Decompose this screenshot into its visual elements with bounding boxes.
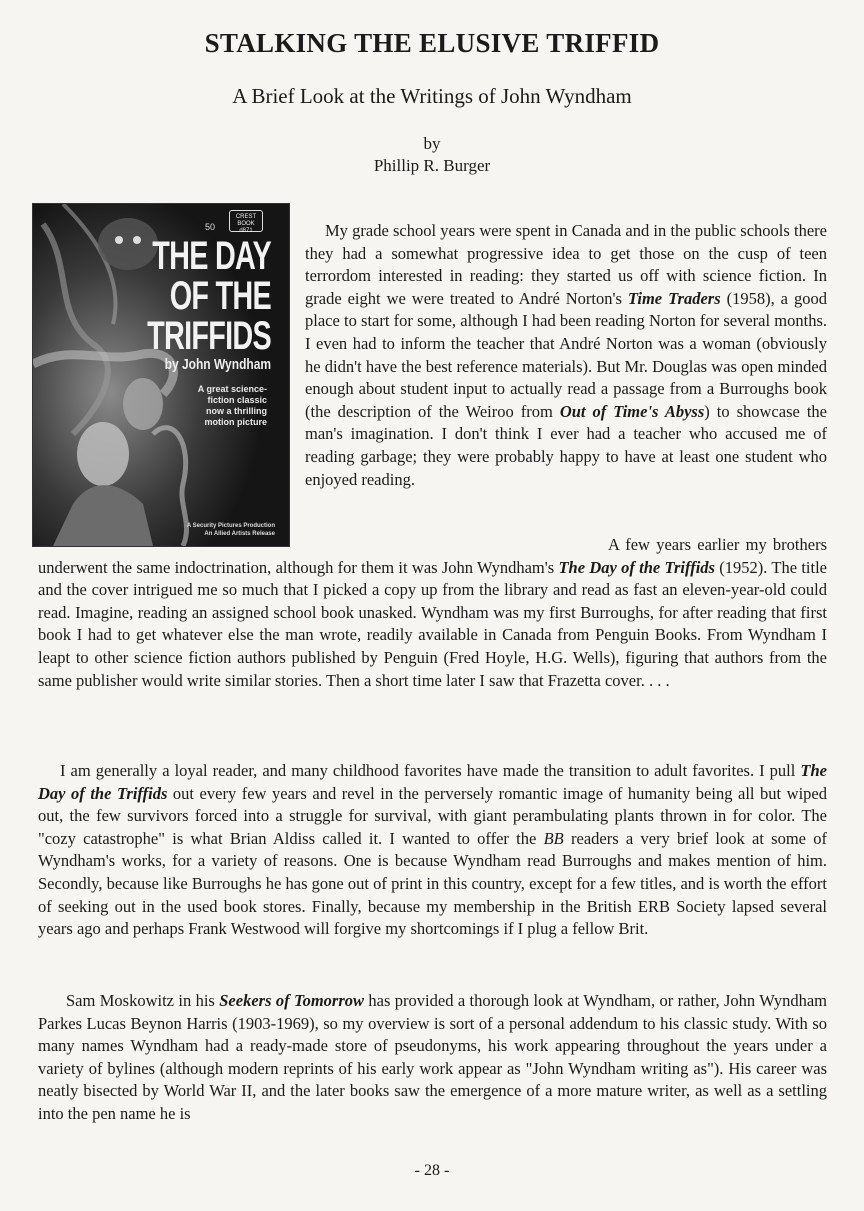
crest-book-badge [229,210,263,232]
book-title-day-of-the-triffids: The Day of the Triffids [558,557,715,577]
crest-badge-code: d871 [239,228,253,234]
text-run: (1952). The title and the cover intrigued me so much that I picked a copy up from the library and read as fast an eleven-year-old could read. Imagine, reading an assigned school book unasked. Wyndham was my first Burroughs, for after reading that first book I had to get whatever else the man wrote, readily available in Canada from Penguin Books. From Wyndham I leapt to other science fiction authors published by Penguin (Fred Hoyle, H.G. Wells), figuring that authors from the same publisher would write similar stories. Then a short time later I saw that Frazetta cover. . . . [38,557,827,690]
text-run: ) to showcase the man's imagination. I don't think I ever had a teacher who accused me of reading garbage; they were probably happy to have at least one student who enjoyed reading. [305,401,827,489]
paragraph-2 [38,534,827,692]
publication-bb: BB [543,828,564,848]
book-title-day-of-the-triffids: The Day of the Triffids [38,761,827,803]
cover-title-line: OF THE [169,274,271,318]
cover-author: by John Wyndham [164,356,271,373]
byline [0,133,864,177]
text-run: Sam Moskowitz in his [66,991,220,1010]
article-subtitle: A Brief Look at the Writings of John Wyndham [232,84,632,108]
text-run [38,535,305,554]
paragraph-3 [38,760,827,941]
cover-tagline: A great science-fiction classic now a thrilling motion picture [197,384,267,427]
page-number: - 28 - [414,1162,450,1179]
text-run: A few years earlier my brothers underwent the same indoctrination, although for them it was John Wyndham's [38,535,827,577]
crest-badge-label: CREST BOOK [235,214,257,227]
text-run: readers a very brief look at some of Wyndham's works, for a variety of reasons. One is because Wyndham read Burroughs and makes mention of him. Secondly, because like Burroughs he has gone out of print in this country, except for a few titles, and is worth the effort of seeking out in the used book stores. Finally, because my membership in the British ERB Society lapsed several years ago and perhaps Frank Westwood will forgive my shortcomings if I plug a fellow Brit. [38,828,827,939]
text-run: has provided a thorough look at Wyndham, or rather, John Wyndham Parkes Lucas Beynon Harris (1903-1969), so my overview is sort of a personal addendum to his classic study. With so many names Wyndham had a ready-made store of pseudonyms, his work appearing throughout the years under a variety of bylines (although modern reprints of his early work appear as "John Wyndham writing as"). His career was neatly bisected by World War II, and the later books saw the emergence of a more mature writer, as well as a settling into the pen name he is [38,991,827,1123]
text-run: My grade school years were spent in Canada and in the public schools there they had a somewhat progressive idea to get those on the cusp of teen terrordom interested in reading: they started us off with science fiction. In grade eight we were treated to André Norton's [305,221,827,308]
book-title-time-traders: Time Traders [627,288,721,308]
cover-title-line: TRIFFIDS [147,314,271,358]
paragraph-4 [38,990,827,1126]
article-title: STALKING THE ELUSIVE TRIFFID [204,28,660,58]
book-title-out-of-times-abyss: Out of Time's Abyss [559,401,705,421]
cover-title [147,236,271,356]
text-run: (1958), a good place to start for some, although I had been reading Norton for several months. I even had to inform the teacher that André Norton was a woman (obviously he didn't have the best reference materials). But Mr. Douglas was open minded enough about student input to actually read a passage from a Burroughs book (the description of the Weiroo from [305,288,827,421]
byline-by: by [423,134,441,153]
cover-title-line: THE DAY [152,234,271,278]
cover-footer-line: An Allied Artists Release [204,531,275,537]
text-run: I am generally a loyal reader, and many childhood favorites have made the transition to adult favorites. I pull [60,761,801,780]
byline-author: Phillip R. Burger [373,156,491,175]
cover-price: 50 [205,222,216,232]
cover-footer-line: A Security Pictures Production [186,523,275,529]
text-run: out every few years and revel in the perversely romantic image of humanity being all but wiped out, the few survivors forced into a struggle for survival, with giant perambulating plants thrown in for color. The "cozy catastrophe" is what Brian Aldiss called it. I wanted to offer the [38,783,827,848]
book-cover-image [33,204,289,546]
paragraph-1 [305,220,827,491]
book-title-seekers-of-tomorrow: Seekers of Tomorrow [219,991,365,1010]
